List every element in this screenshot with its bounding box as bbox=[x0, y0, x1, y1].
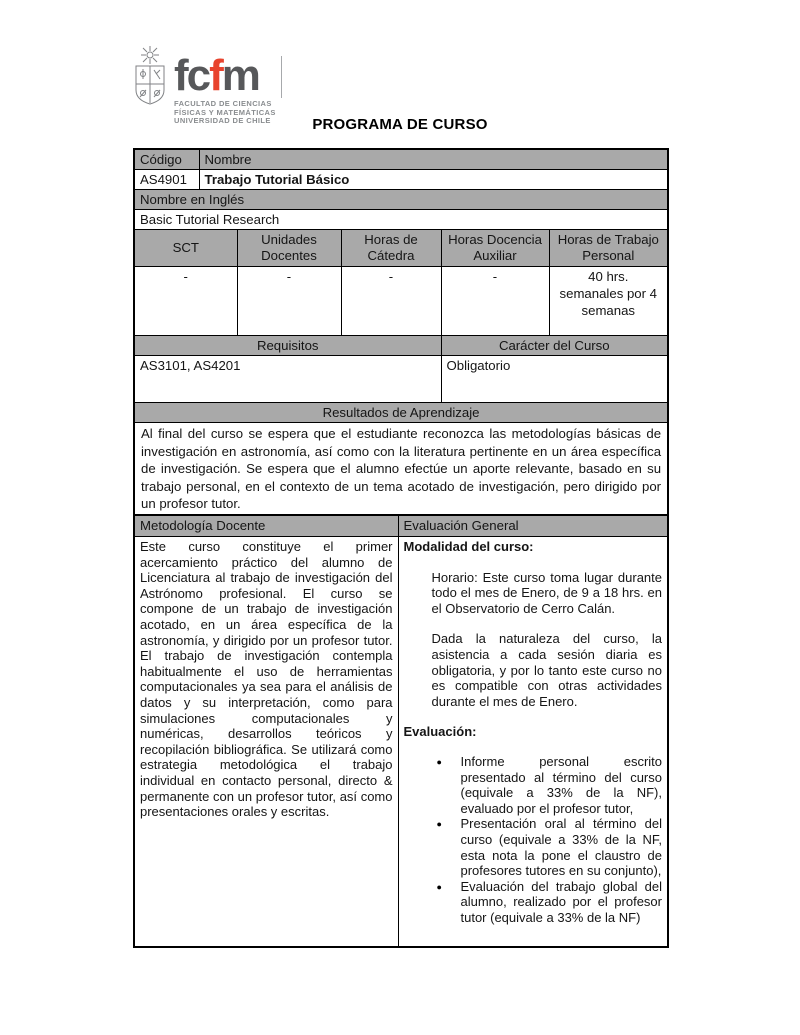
horas-trabajo-value-cell: 40 hrs. semanales por 4 semanas bbox=[549, 267, 668, 336]
resultados-header-cell: Resultados de Aprendizaje bbox=[134, 403, 668, 423]
codigo-header-cell: Código bbox=[134, 149, 199, 170]
horario-paragraph: Horario: Este curso toma lugar durante todo el mes de Enero, de 9 a 18 hrs. en el Observatorio de Cerro Calán. bbox=[431, 569, 662, 616]
evaluacion-bullet-item: ● Evaluación del trabajo global del alumno, realizado por el profesor tutor (equivale a 33% de la NF) bbox=[461, 879, 663, 926]
horas-catedra-value-cell: - bbox=[341, 267, 441, 336]
unidades-docentes-header-cell: Unidades Docentes bbox=[237, 230, 341, 267]
horas-docencia-header-cell: Horas Docencia Auxiliar bbox=[441, 230, 549, 267]
sct-header-cell: SCT bbox=[134, 230, 237, 267]
fcfm-wordmark bbox=[174, 51, 276, 100]
course-info-table bbox=[133, 148, 669, 517]
asistencia-paragraph: Dada la naturaleza del curso, la asistencia a cada sesión diaria es obligatoria, y por lo tanto este curso no es compatible con otras actividades durante el mes de Enero. bbox=[431, 631, 662, 709]
logo-caption-line: FÍSICAS Y MATEMÁTICAS bbox=[174, 107, 276, 117]
resultados-text-cell: Al final del curso se espera que el estudiante reconozca las metodologías básicas de investigación en astronomía, así como con la literatura pertinente en un área específica de investigación. Se espera que el alumno efectúe un aporte relevante, basado en su trabajo personal, en el contexto de un tema acotado de investigación, pero dirigido por un profesor tutor. bbox=[134, 423, 668, 516]
logo-caption-line: UNIVERSIDAD DE CHILE bbox=[174, 116, 271, 125]
sct-value-cell: - bbox=[134, 267, 237, 336]
fcfm-letter-f-red: f bbox=[209, 51, 222, 100]
caracter-value-cell: Obligatorio bbox=[441, 356, 668, 403]
evaluacion-content-cell bbox=[398, 537, 668, 948]
caracter-header-cell: Carácter del Curso bbox=[441, 336, 668, 356]
fcfm-logo bbox=[130, 44, 276, 126]
unidades-docentes-value-cell: - bbox=[237, 267, 341, 336]
logo-divider bbox=[281, 56, 282, 98]
logo-caption-line: FACULTAD DE CIENCIAS bbox=[174, 99, 272, 108]
evaluacion-bullet-list bbox=[404, 754, 663, 926]
nombre-value-cell: Trabajo Tutorial Básico bbox=[199, 170, 668, 190]
evaluacion-heading: Evaluación: bbox=[403, 724, 477, 740]
requisitos-header-cell: Requisitos bbox=[134, 336, 441, 356]
modalidad-heading: Modalidad del curso: bbox=[403, 539, 534, 554]
nombre-header-cell: Nombre bbox=[199, 149, 668, 170]
fcfm-letter-m: m bbox=[221, 51, 259, 100]
metodologia-text-cell bbox=[134, 537, 398, 948]
horas-docencia-value-cell: - bbox=[441, 267, 549, 336]
logo-text-block bbox=[174, 44, 276, 126]
horas-trabajo-header-cell: Horas de Trabajo Personal bbox=[549, 230, 668, 267]
requisitos-value-cell: AS3101, AS4201 bbox=[134, 356, 441, 403]
metodologia-paragraph: Este curso constituye el primer acercamiento práctico del alumno de Licenciatura al trabajo de investigación del Astrónomo profesional. El curso se compone de un trabajo de investigación acotado, en un área específica de la astronomía, y dirigido por un profesor tutor. El trabajo de investigación contempla habitualmente el uso de herramientas computacionales ya sea para el análisis de datos y su interpretación, como para simulaciones computacionales y numéricas, desarrollos teóricos y recopilación bibliográfica. Se utilizará como estrategia metodológica el trabajo individual en contacto personal, directo & permanente con un profesor tutor, así como presentaciones orales y escritas. bbox=[140, 539, 393, 820]
fcfm-letters-fc: fc bbox=[174, 51, 210, 100]
evaluacion-header-cell: Evaluación General bbox=[398, 515, 668, 537]
evaluacion-bullet-item: ● Presentación oral al término del curso (equivale a 33% de la NF, esta nota la pone el claustro de profesores tutores en su conjunto), bbox=[461, 816, 663, 878]
metodologia-header-cell: Metodología Docente bbox=[134, 515, 398, 537]
codigo-value-cell: AS4901 bbox=[134, 170, 199, 190]
page-title: PROGRAMA DE CURSO bbox=[312, 116, 488, 133]
nombre-ingles-header-cell: Nombre en Inglés bbox=[134, 190, 668, 210]
methodology-evaluation-table bbox=[133, 514, 669, 948]
university-crest-icon bbox=[130, 46, 170, 106]
nombre-ingles-value-cell: Basic Tutorial Research bbox=[134, 210, 668, 230]
evaluacion-bullet-item: ● Informe personal escrito presentado al término del curso (equivale a 33% de la NF), evaluado por el profesor tutor, bbox=[461, 754, 663, 816]
horas-catedra-header-cell: Horas de Cátedra bbox=[341, 230, 441, 267]
